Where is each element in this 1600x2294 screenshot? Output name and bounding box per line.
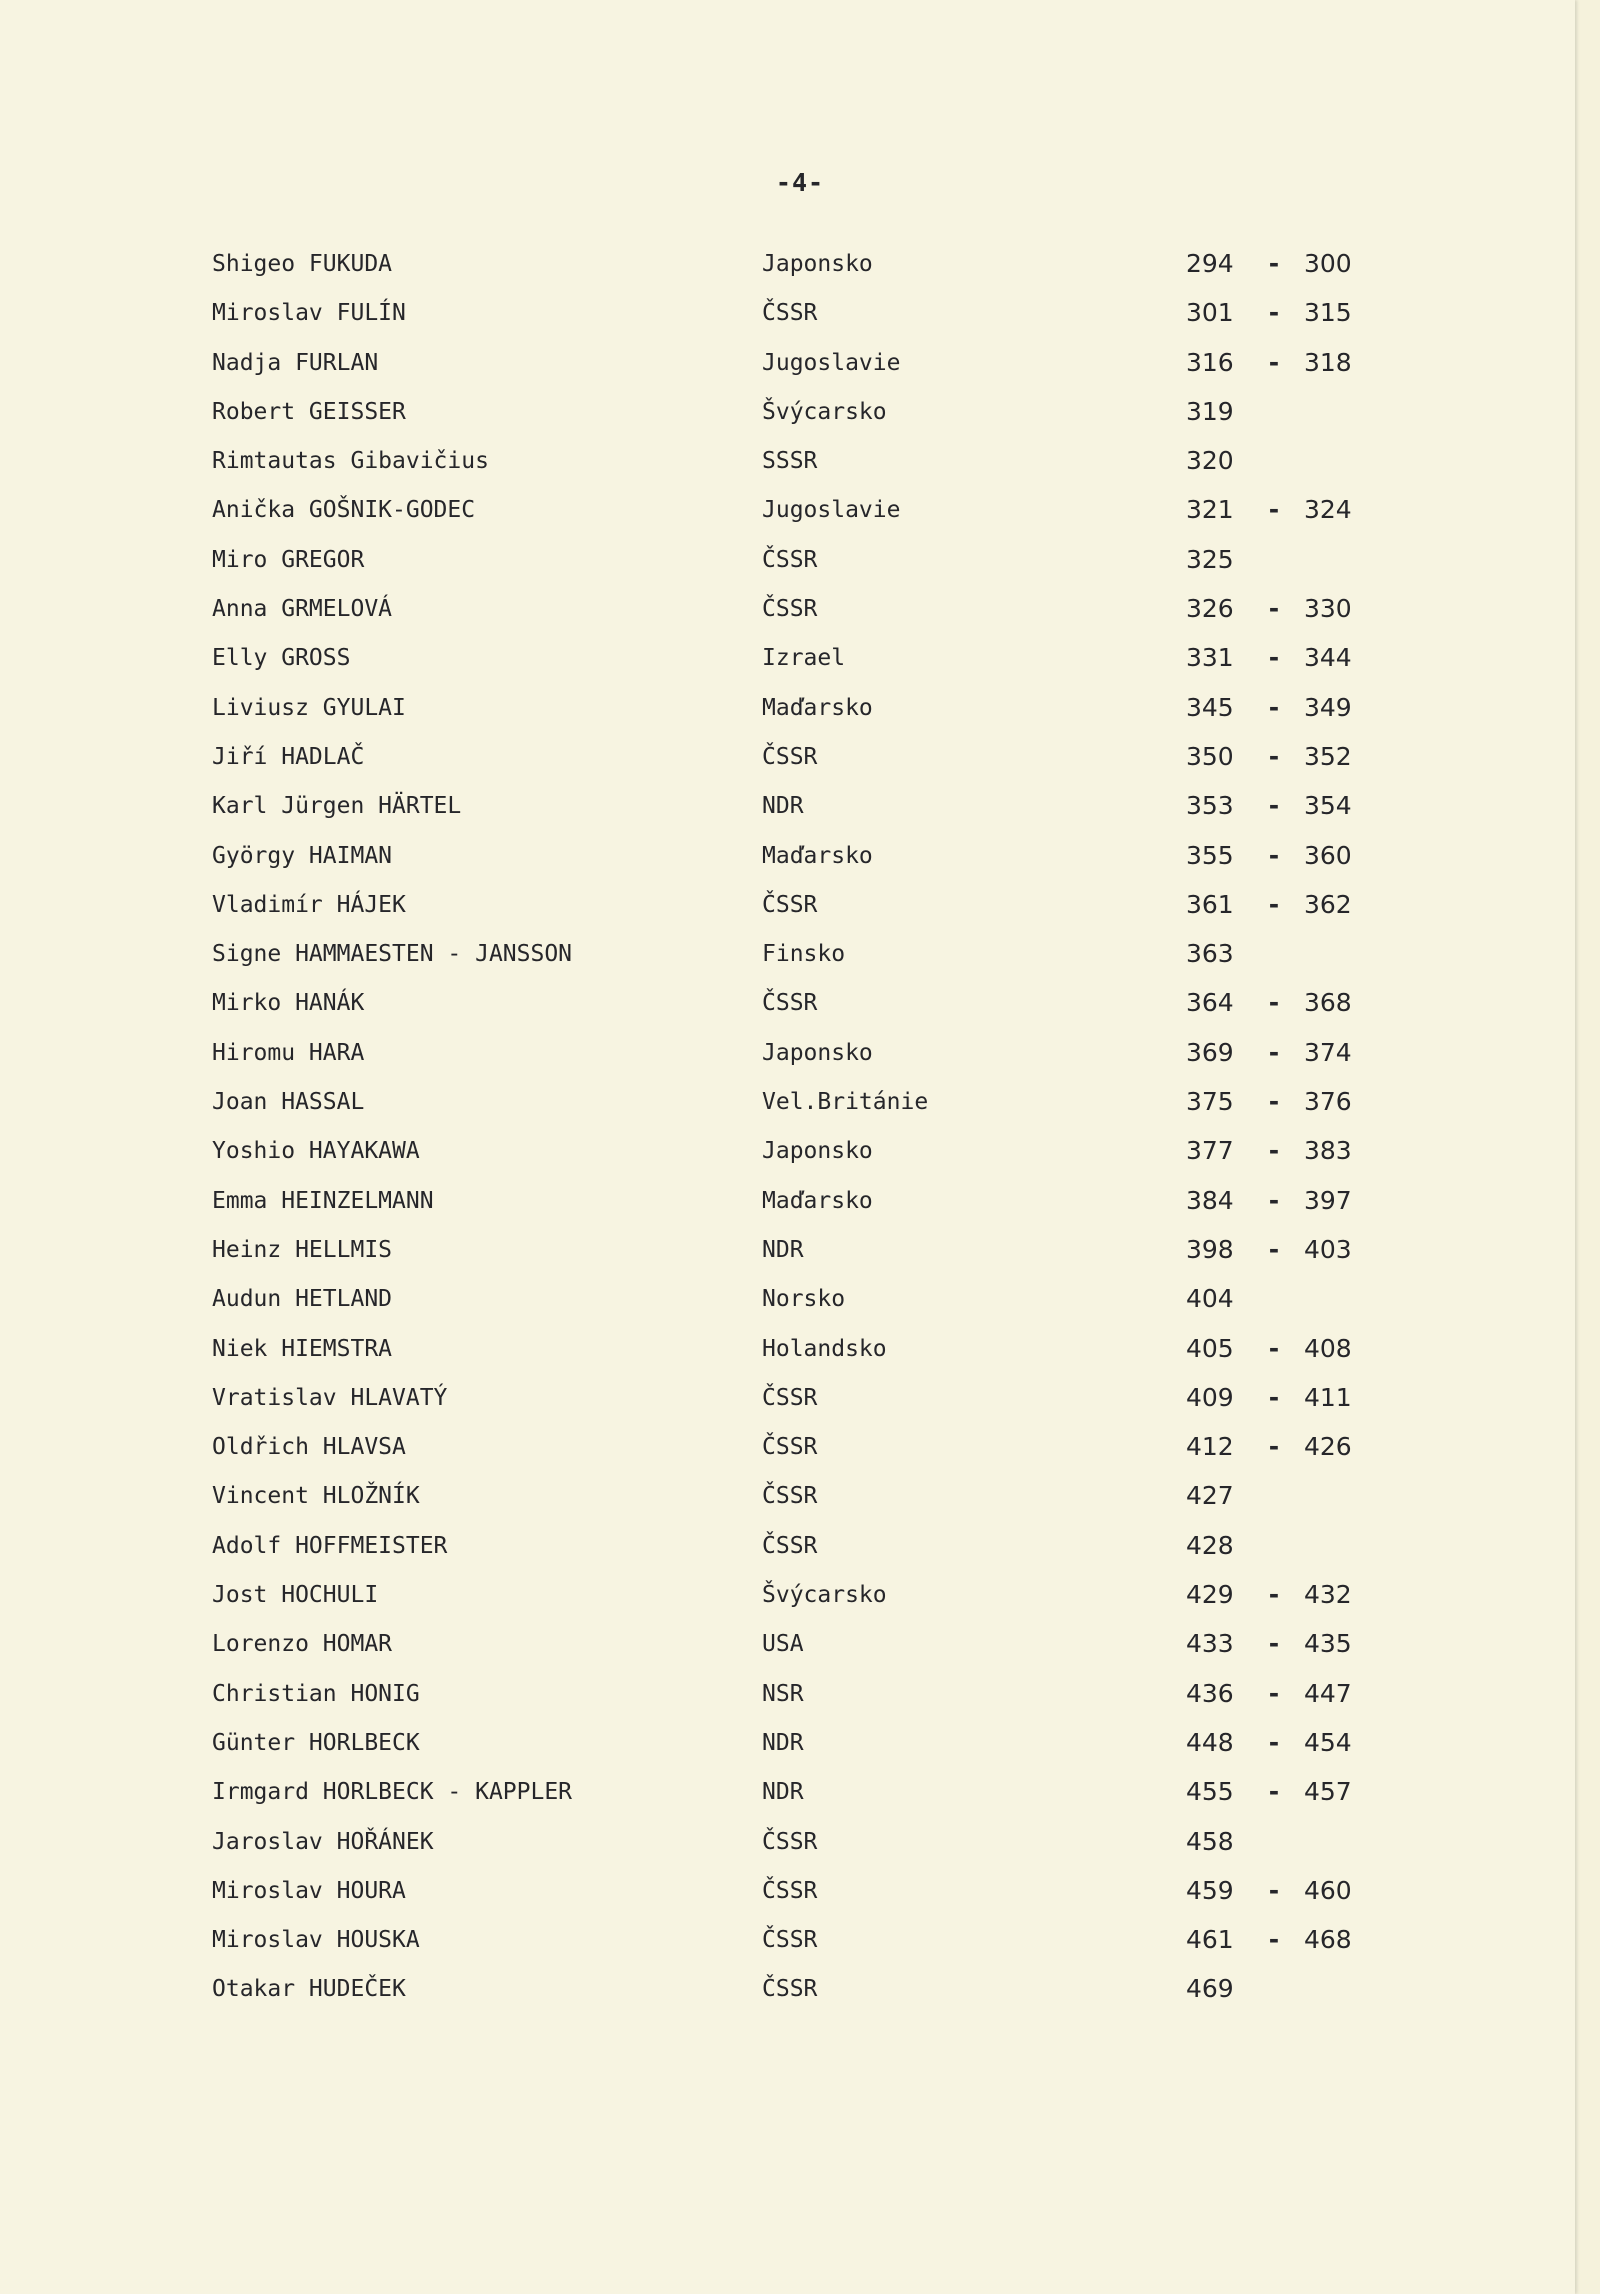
page-range — [1186, 1679, 1364, 1709]
artist-country: USA — [762, 1631, 804, 1658]
artist-name: Günter HORLBECK — [212, 1729, 420, 1756]
list-item — [212, 1974, 1392, 2023]
artist-name: Rimtautas Gibavičius — [212, 448, 489, 475]
list-item — [212, 397, 1392, 446]
page-to: 397 — [1304, 1185, 1352, 1215]
artist-country: ČSSR — [762, 1532, 818, 1559]
page-range — [1186, 495, 1364, 525]
artist-name: Anička GOŠNIK-GODEC — [212, 497, 476, 524]
list-item — [212, 1925, 1392, 1974]
artist-country: ČSSR — [762, 1828, 818, 1855]
page-from: 404 — [1186, 1284, 1234, 1314]
page-to: 447 — [1304, 1678, 1352, 1708]
artist-name: Heinz HELLMIS — [212, 1236, 393, 1263]
list-item — [212, 1186, 1392, 1235]
range-dash: - — [1268, 889, 1280, 919]
list-item — [212, 1087, 1392, 1136]
page-to: 330 — [1304, 594, 1352, 624]
artist-name: Nadja FURLAN — [212, 349, 379, 376]
artist-name: Jiří HADLAČ — [212, 743, 365, 770]
artist-country: ČSSR — [762, 1927, 818, 1954]
list-item — [212, 1679, 1392, 1728]
artist-name: Miroslav HOURA — [212, 1877, 406, 1904]
page-range — [1186, 1580, 1364, 1610]
page-from: 455 — [1186, 1777, 1234, 1807]
page-range — [1186, 1531, 1364, 1561]
page-range — [1186, 1777, 1364, 1807]
range-dash: - — [1268, 988, 1280, 1018]
page-from: 316 — [1186, 347, 1234, 377]
list-item — [212, 348, 1392, 397]
artist-country: Vel.Británie — [762, 1089, 929, 1116]
artist-country: Maďarsko — [762, 842, 873, 869]
page-to: 460 — [1304, 1875, 1352, 1905]
list-item — [212, 791, 1392, 840]
page-range — [1186, 1974, 1364, 2004]
page-to: 315 — [1304, 298, 1352, 328]
page-range — [1186, 397, 1364, 427]
list-item — [212, 1580, 1392, 1629]
page-from: 405 — [1186, 1333, 1234, 1363]
range-dash: - — [1268, 1087, 1280, 1117]
list-item — [212, 1777, 1392, 1826]
list-item — [212, 1334, 1392, 1383]
artist-name: Oldřich HLAVSA — [212, 1434, 406, 1461]
page-from: 429 — [1186, 1580, 1234, 1610]
page-to: 411 — [1304, 1382, 1352, 1412]
artist-country: Japonsko — [762, 1039, 873, 1066]
page-from: 320 — [1186, 446, 1234, 476]
page-to: 408 — [1304, 1333, 1352, 1363]
page-from: 409 — [1186, 1382, 1234, 1412]
page-to: 362 — [1304, 889, 1352, 919]
artist-country: Japonsko — [762, 251, 873, 277]
page-range — [1186, 348, 1364, 378]
range-dash: - — [1268, 1185, 1280, 1215]
page-range — [1186, 1481, 1364, 1511]
page-to: 374 — [1304, 1037, 1352, 1067]
page-from: 384 — [1186, 1185, 1234, 1215]
range-dash: - — [1268, 1382, 1280, 1412]
page-from: 428 — [1186, 1530, 1234, 1560]
page-range — [1186, 249, 1364, 279]
range-dash: - — [1268, 791, 1280, 821]
range-dash: - — [1268, 741, 1280, 771]
artist-name: Lorenzo HOMAR — [212, 1631, 393, 1658]
range-dash: - — [1268, 1678, 1280, 1708]
range-dash: - — [1268, 1333, 1280, 1363]
list-item — [212, 446, 1392, 495]
range-dash: - — [1268, 1875, 1280, 1905]
range-dash: - — [1268, 298, 1280, 328]
list-item — [212, 1827, 1392, 1876]
page-range — [1186, 1334, 1364, 1364]
artist-country: ČSSR — [762, 891, 818, 918]
page-from: 412 — [1186, 1432, 1234, 1462]
page-from: 459 — [1186, 1875, 1234, 1905]
artist-country: NDR — [762, 1729, 804, 1756]
artist-name: Miroslav HOUSKA — [212, 1927, 420, 1954]
artist-country: NDR — [762, 1779, 804, 1806]
page-from: 461 — [1186, 1925, 1234, 1955]
page-range — [1186, 594, 1364, 624]
page-range — [1186, 1284, 1364, 1314]
page-range — [1186, 841, 1364, 871]
artist-country: Švýcarsko — [762, 1582, 887, 1609]
page-to: 349 — [1304, 692, 1352, 722]
list-item — [212, 693, 1392, 742]
page-to: 454 — [1304, 1727, 1352, 1757]
artist-name: Miro GREGOR — [212, 546, 365, 573]
page-range — [1186, 1629, 1364, 1659]
artist-country: ČSSR — [762, 990, 818, 1017]
artist-name: Vincent HLOŽNÍK — [212, 1483, 420, 1510]
page-from: 369 — [1186, 1037, 1234, 1067]
page-to: 344 — [1304, 643, 1352, 673]
artist-country: Holandsko — [762, 1335, 887, 1362]
page-to: 376 — [1304, 1087, 1352, 1117]
artist-country: ČSSR — [762, 1877, 818, 1904]
page-from: 353 — [1186, 791, 1234, 821]
page-to: 435 — [1304, 1629, 1352, 1659]
page-range — [1186, 1136, 1364, 1166]
page-from: 319 — [1186, 396, 1234, 426]
range-dash: - — [1268, 1777, 1280, 1807]
list-item — [212, 1235, 1392, 1284]
list-item — [212, 1038, 1392, 1087]
page-range — [1186, 742, 1364, 772]
artist-name: Niek HIEMSTRA — [212, 1335, 393, 1362]
artist-country: ČSSR — [762, 596, 818, 623]
artist-name: Vladimír HÁJEK — [212, 891, 406, 918]
artist-name: Otakar HUDEČEK — [212, 1976, 406, 2003]
artist-name: Audun HETLAND — [212, 1286, 393, 1313]
list-item — [212, 1284, 1392, 1333]
page-range — [1186, 939, 1364, 969]
artist-country: ČSSR — [762, 1434, 818, 1461]
range-dash: - — [1268, 1234, 1280, 1264]
page-to: 324 — [1304, 495, 1352, 525]
artist-name: Shigeo FUKUDA — [212, 251, 393, 277]
list-item — [212, 1481, 1392, 1530]
page-to: 318 — [1304, 347, 1352, 377]
list-item — [212, 1629, 1392, 1678]
artist-name: Anna GRMELOVÁ — [212, 596, 393, 623]
page-range — [1186, 1383, 1364, 1413]
page-from: 355 — [1186, 840, 1234, 870]
page-from: 427 — [1186, 1481, 1234, 1511]
artist-country: NSR — [762, 1680, 804, 1707]
page-range — [1186, 1876, 1364, 1906]
artist-country: Jugoslavie — [762, 497, 901, 524]
artist-country: ČSSR — [762, 1483, 818, 1510]
artist-country: ČSSR — [762, 743, 818, 770]
artist-country: Jugoslavie — [762, 349, 901, 376]
page-range — [1186, 545, 1364, 575]
page-number: -4- — [775, 168, 825, 197]
page-range — [1186, 1925, 1364, 1955]
page-from: 331 — [1186, 643, 1234, 673]
list-item — [212, 594, 1392, 643]
page-range — [1186, 298, 1364, 328]
entry-list — [212, 249, 1392, 2024]
artist-country: Finsko — [762, 941, 846, 968]
page-range — [1186, 1235, 1364, 1265]
list-item — [212, 1531, 1392, 1580]
page-to: 426 — [1304, 1432, 1352, 1462]
page-to: 403 — [1304, 1234, 1352, 1264]
list-item — [212, 643, 1392, 692]
page-to: 432 — [1304, 1580, 1352, 1610]
page-from: 361 — [1186, 889, 1234, 919]
page-from: 398 — [1186, 1234, 1234, 1264]
page-from: 469 — [1186, 1974, 1234, 2004]
list-item — [212, 939, 1392, 988]
list-item — [212, 495, 1392, 544]
artist-country: Japonsko — [762, 1138, 873, 1165]
range-dash: - — [1268, 1925, 1280, 1955]
range-dash: - — [1268, 1432, 1280, 1462]
artist-name: Mirko HANÁK — [212, 990, 365, 1017]
range-dash: - — [1268, 594, 1280, 624]
page-range — [1186, 1432, 1364, 1462]
list-item — [212, 890, 1392, 939]
page-from: 364 — [1186, 988, 1234, 1018]
artist-country: ČSSR — [762, 300, 818, 327]
page-range — [1186, 446, 1364, 476]
artist-name: Robert GEISSER — [212, 398, 406, 425]
page-from: 448 — [1186, 1727, 1234, 1757]
list-item — [212, 742, 1392, 791]
artist-name: György HAIMAN — [212, 842, 393, 869]
page-to: 368 — [1304, 988, 1352, 1018]
artist-name: Liviusz GYULAI — [212, 694, 406, 721]
page-from: 363 — [1186, 939, 1234, 969]
page-from: 375 — [1186, 1087, 1234, 1117]
artist-name: Elly GROSS — [212, 645, 351, 672]
artist-name: Hiromu HARA — [212, 1039, 365, 1066]
page-range — [1186, 1087, 1364, 1117]
range-dash: - — [1268, 347, 1280, 377]
artist-name: Adolf HOFFMEISTER — [212, 1532, 448, 1559]
page-from: 377 — [1186, 1136, 1234, 1166]
artist-country: Norsko — [762, 1286, 846, 1313]
page-range — [1186, 791, 1364, 821]
page-to: 354 — [1304, 791, 1352, 821]
artist-name: Karl Jürgen HÄRTEL — [212, 793, 462, 820]
artist-country: Švýcarsko — [762, 398, 887, 425]
page-from: 350 — [1186, 741, 1234, 771]
page-from: 321 — [1186, 495, 1234, 525]
artist-country: NDR — [762, 1236, 804, 1263]
page-range — [1186, 1186, 1364, 1216]
page-range — [1186, 1728, 1364, 1758]
range-dash: - — [1268, 1136, 1280, 1166]
page-from: 436 — [1186, 1678, 1234, 1708]
page-from: 325 — [1186, 544, 1234, 574]
artist-country: SSSR — [762, 448, 818, 475]
page-to: 352 — [1304, 741, 1352, 771]
list-item — [212, 1383, 1392, 1432]
page-to: 468 — [1304, 1925, 1352, 1955]
artist-country: NDR — [762, 793, 804, 820]
list-item — [212, 1136, 1392, 1185]
page-range — [1186, 1038, 1364, 1068]
range-dash: - — [1268, 1629, 1280, 1659]
page-from: 301 — [1186, 298, 1234, 328]
page-to: 383 — [1304, 1136, 1352, 1166]
artist-name: Christian HONIG — [212, 1680, 420, 1707]
list-item — [212, 545, 1392, 594]
page-range — [1186, 890, 1364, 920]
artist-name: Yoshio HAYAKAWA — [212, 1138, 420, 1165]
page-range — [1186, 643, 1364, 673]
artist-name: Joan HASSAL — [212, 1089, 365, 1116]
page-from: 294 — [1186, 249, 1234, 278]
list-item — [212, 1728, 1392, 1777]
page-range — [1186, 988, 1364, 1018]
page-from: 433 — [1186, 1629, 1234, 1659]
range-dash: - — [1268, 249, 1280, 278]
range-dash: - — [1268, 643, 1280, 673]
page-from: 326 — [1186, 594, 1234, 624]
page-range — [1186, 693, 1364, 723]
page-to: 360 — [1304, 840, 1352, 870]
artist-name: Jaroslav HOŘÁNEK — [212, 1828, 434, 1855]
artist-country: ČSSR — [762, 546, 818, 573]
list-item — [212, 249, 1392, 298]
range-dash: - — [1268, 692, 1280, 722]
artist-name: Emma HEINZELMANN — [212, 1187, 434, 1214]
page-to: 457 — [1304, 1777, 1352, 1807]
artist-country: Maďarsko — [762, 694, 873, 721]
artist-country: ČSSR — [762, 1976, 818, 2003]
list-item — [212, 988, 1392, 1037]
range-dash: - — [1268, 495, 1280, 525]
page-from: 458 — [1186, 1826, 1234, 1856]
list-item — [212, 1432, 1392, 1481]
range-dash: - — [1268, 1580, 1280, 1610]
list-item — [212, 841, 1392, 890]
page-to: 300 — [1304, 249, 1352, 278]
artist-name: Signe HAMMAESTEN - JANSSON — [212, 941, 573, 968]
range-dash: - — [1268, 1727, 1280, 1757]
artist-country: Maďarsko — [762, 1187, 873, 1214]
list-item — [212, 1876, 1392, 1925]
artist-country: ČSSR — [762, 1384, 818, 1411]
artist-name: Jost HOCHULI — [212, 1582, 379, 1609]
list-item — [212, 298, 1392, 347]
range-dash: - — [1268, 840, 1280, 870]
artist-name: Irmgard HORLBECK - KAPPLER — [212, 1779, 573, 1806]
artist-country: Izrael — [762, 645, 846, 672]
artist-name: Vratislav HLAVATÝ — [212, 1384, 448, 1411]
page-range — [1186, 1827, 1364, 1857]
artist-name: Miroslav FULÍN — [212, 300, 406, 327]
range-dash: - — [1268, 1037, 1280, 1067]
page-from: 345 — [1186, 692, 1234, 722]
